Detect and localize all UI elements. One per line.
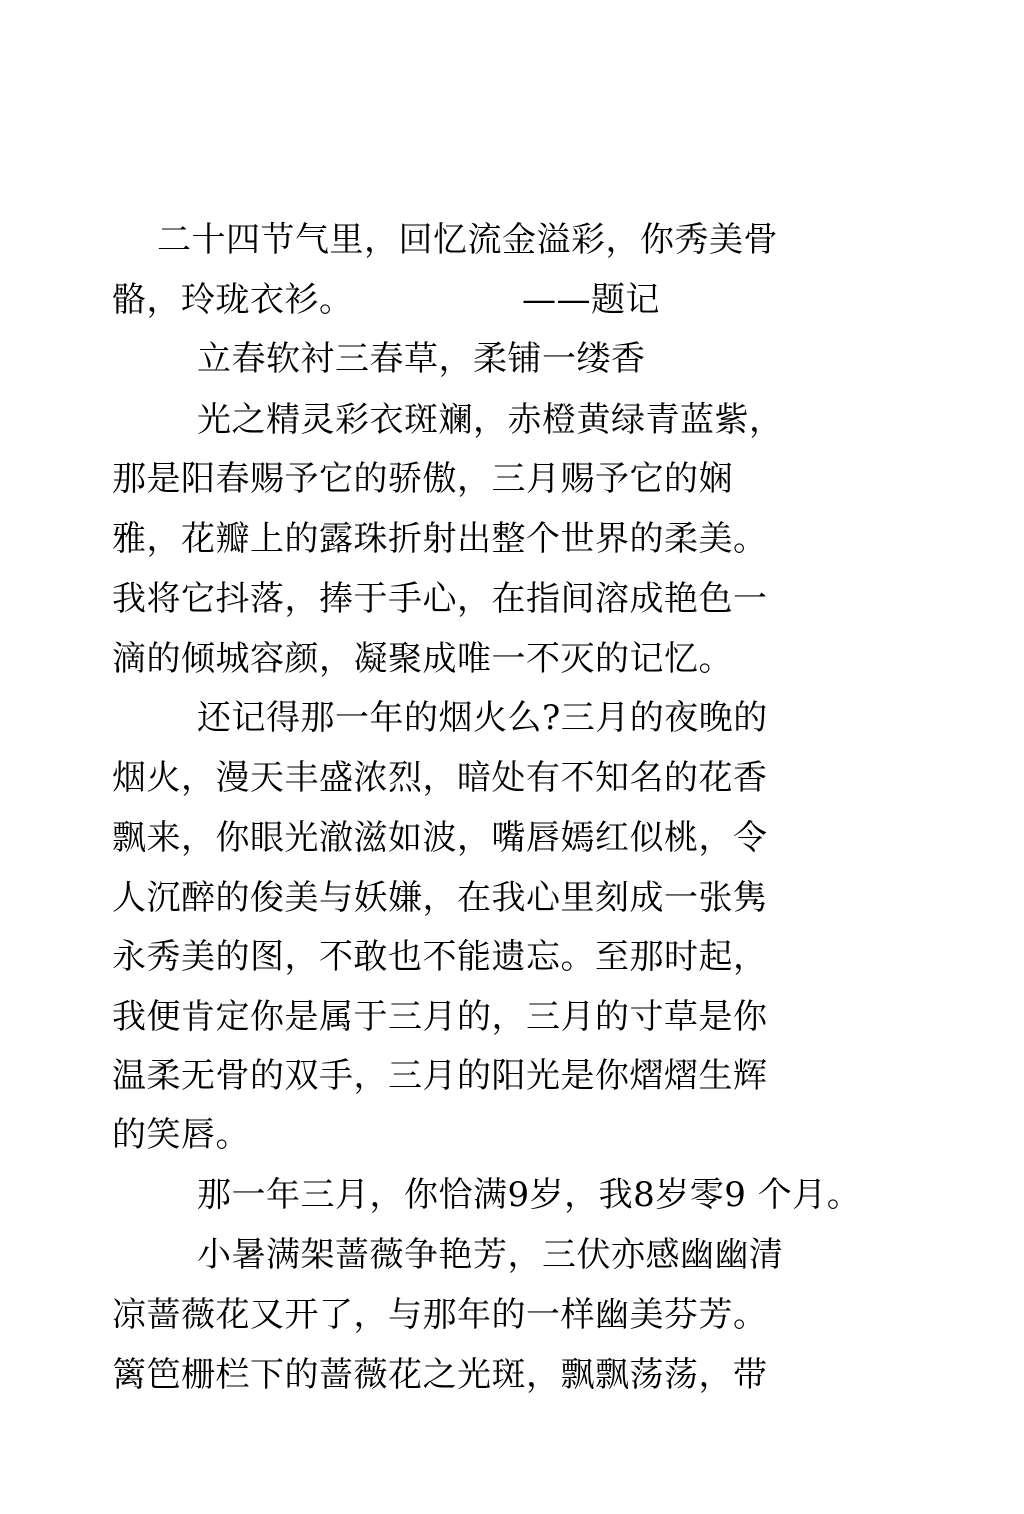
- text-line: 那一年三月，你恰满9岁，我8岁零9 个月。: [197, 1175, 862, 1215]
- text-line: 的笑唇。: [112, 1115, 250, 1155]
- epigraph-attribution: ——题记: [522, 280, 660, 320]
- text-line: 篱笆栅栏下的蔷薇花之光斑，飘飘荡荡，带: [112, 1355, 768, 1395]
- text-line: 凉蔷薇花又开了，与那年的一样幽美芬芳。: [112, 1295, 768, 1335]
- text-line: 骼，玲珑衣衫。: [112, 280, 354, 320]
- text-line: 人沉醉的俊美与妖嫌，在我心里刻成一张隽: [112, 878, 768, 918]
- text-line: 雅，花瓣上的露珠折射出整个世界的柔美。: [112, 519, 768, 559]
- text-line: 永秀美的图，不敢也不能遗忘。至那时起，: [112, 937, 768, 977]
- text-line: 还记得那一年的烟火么?三月的夜晚的: [197, 698, 768, 738]
- text-line: 光之精灵彩衣斑斓，赤橙黄绿青蓝紫，: [197, 400, 784, 440]
- text-line: 烟火，漫天丰盛浓烈，暗处有不知名的花香: [112, 758, 768, 798]
- text-line: 温柔无骨的双手，三月的阳光是你熠熠生辉: [112, 1056, 768, 1096]
- section-heading: 小暑满架蔷薇争艳芳，三伏亦感幽幽清: [197, 1235, 784, 1275]
- text-line: 二十四节气里，回忆流金溢彩，你秀美骨: [157, 220, 778, 260]
- section-heading: 立春软衬三春草，柔铺一缕香: [197, 339, 646, 379]
- text-line: 滴的倾城容颜，凝聚成唯一不灭的记忆。: [112, 639, 733, 679]
- text-line: 飘来，你眼光澈滋如波，嘴唇嫣红似桃，令: [112, 818, 768, 858]
- text-line: 我将它抖落，捧于手心，在指间溶成艳色一: [112, 579, 768, 619]
- text-line: 那是阳春赐予它的骄傲，三月赐予它的娴: [112, 459, 733, 499]
- text-line: 我便肯定你是属于三月的，三月的寸草是你: [112, 997, 768, 1037]
